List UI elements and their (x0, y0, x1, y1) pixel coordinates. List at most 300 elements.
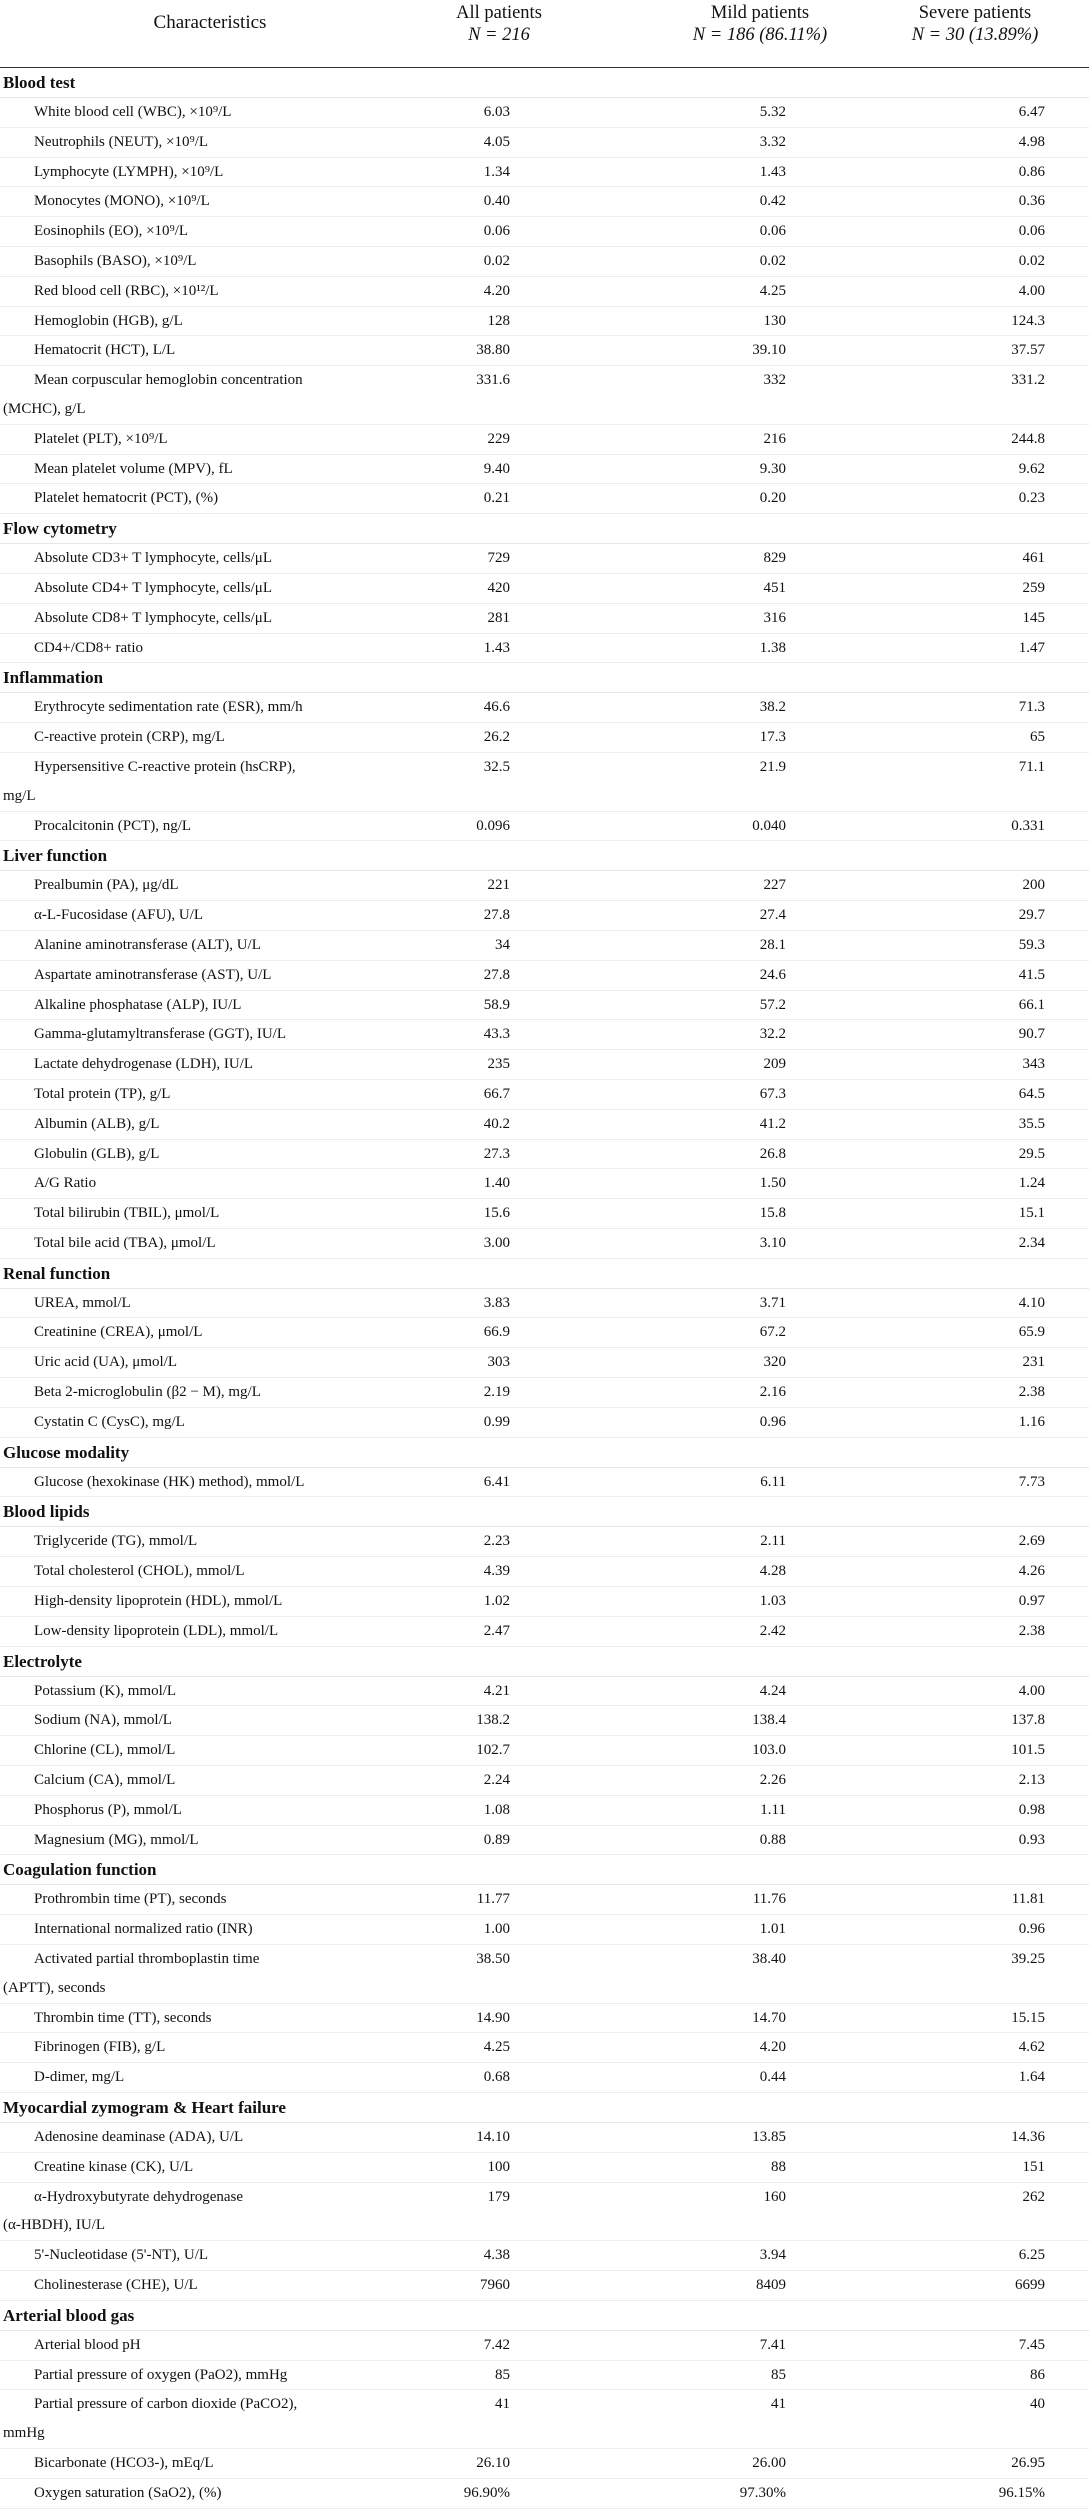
severe-patients-value: 35.5 (1018, 1115, 1045, 1132)
severe-patients-value: 66.1 (1018, 996, 1045, 1013)
row-label: A/G Ratio (34, 1175, 97, 1192)
severe-patients-value: 331.2 (1011, 372, 1045, 389)
all-patients-value: 0.89 (483, 1831, 510, 1848)
header-all-title: All patients (456, 3, 542, 23)
all-patients-value: 235 (487, 1056, 510, 1073)
mild-patients-value: 4.24 (759, 1682, 786, 1699)
mild-patients-value: 1.43 (759, 163, 786, 180)
mild-patients-value: 227 (763, 877, 786, 894)
section-heading: Flow cytometry (0, 514, 1089, 544)
severe-patients-value: 0.96 (1018, 1921, 1045, 1938)
severe-patients-value: 7.45 (1018, 2336, 1045, 2353)
all-patients-value: 303 (487, 1354, 510, 1371)
table-row (0, 1140, 1089, 1170)
table-row (0, 544, 1089, 574)
row-label: Monocytes (MONO), ×10⁹/L (34, 193, 210, 210)
header-all-patients (369, 2, 629, 46)
row-label: D-dimer, mg/L (34, 2069, 125, 2086)
mild-patients-value: 67.2 (759, 1324, 786, 1341)
row-label: Cystatin C (CysC), mg/L (34, 1413, 185, 1430)
mild-patients-value: 216 (763, 430, 786, 447)
all-patients-value: 85 (495, 2366, 510, 2383)
table-row (0, 2479, 1089, 2509)
severe-patients-value: 39.25 (1011, 1951, 1045, 1968)
severe-patients-value: 2.69 (1018, 1533, 1045, 1550)
all-patients-value: 1.34 (483, 163, 510, 180)
row-label: Hematocrit (HCT), L/L (34, 342, 176, 359)
row-label: Red blood cell (RBC), ×10¹²/L (34, 282, 219, 299)
mild-patients-value: 0.42 (759, 193, 786, 210)
severe-patients-value: 29.5 (1018, 1145, 1045, 1162)
all-patients-value: 27.3 (483, 1145, 510, 1162)
row-label: Bicarbonate (HCO3-), mEq/L (34, 2454, 214, 2471)
table-row (0, 187, 1089, 217)
row-label: Uric acid (UA), μmol/L (34, 1354, 177, 1371)
all-patients-value: 281 (487, 609, 510, 626)
row-label: Triglyceride (TG), mmol/L (34, 1533, 198, 1550)
all-patients-value: 3.00 (483, 1234, 510, 1251)
row-label: International normalized ratio (INR) (34, 1921, 253, 1938)
mild-patients-value: 41.2 (759, 1115, 786, 1132)
severe-patients-value: 2.13 (1018, 1772, 1045, 1789)
mild-patients-value: 7.41 (759, 2336, 786, 2353)
mild-patients-value: 15.8 (759, 1205, 786, 1222)
severe-patients-value: 2.38 (1018, 1384, 1045, 1401)
severe-patients-value: 200 (1022, 877, 1045, 894)
severe-patients-value: 1.16 (1018, 1413, 1045, 1430)
header-all-n: N = 216 (468, 25, 530, 45)
row-label: CD4+/CD8+ ratio (34, 639, 143, 656)
mild-patients-value: 1.50 (759, 1175, 786, 1192)
section-heading: Electrolyte (0, 1647, 1089, 1677)
row-label: Platelet hematocrit (PCT), (%) (34, 490, 219, 507)
severe-patients-value: 86 (1030, 2366, 1045, 2383)
table-row (0, 1318, 1089, 1348)
severe-patients-value: 2.38 (1018, 1622, 1045, 1639)
table-row (0, 98, 1089, 128)
table-row (0, 2123, 1089, 2153)
all-patients-value: 58.9 (483, 996, 510, 1013)
mild-patients-value: 4.25 (759, 282, 786, 299)
row-label: Absolute CD4+ T lymphocyte, cells/μL (34, 579, 273, 596)
mild-patients-value: 38.2 (759, 699, 786, 716)
all-patients-value: 0.096 (476, 817, 510, 834)
row-label: Procalcitonin (PCT), ng/L (34, 817, 192, 834)
mild-patients-value: 26.00 (752, 2454, 786, 2471)
section-heading: Liver function (0, 841, 1089, 871)
all-patients-value: 221 (487, 877, 510, 894)
mild-patients-value: 103.0 (752, 1742, 786, 1759)
row-label: Thrombin time (TT), seconds (34, 2009, 212, 2026)
severe-patients-value: 4.10 (1018, 1294, 1045, 1311)
section-heading: Blood test (0, 68, 1089, 98)
table-row (0, 2449, 1089, 2479)
mild-patients-value: 57.2 (759, 996, 786, 1013)
severe-patients-value: 4.98 (1018, 133, 1045, 150)
all-patients-value: 43.3 (483, 1026, 510, 1043)
mild-patients-value: 0.88 (759, 1831, 786, 1848)
row-label: Chlorine (CL), mmol/L (34, 1742, 176, 1759)
row-label: α-L-Fucosidase (AFU), U/L (34, 907, 204, 924)
severe-patients-value: 0.06 (1018, 223, 1045, 240)
table-row (0, 693, 1089, 723)
mild-patients-value: 2.16 (759, 1384, 786, 1401)
mild-patients-value: 138.4 (752, 1712, 786, 1729)
mild-patients-value: 8409 (756, 2277, 786, 2293)
all-patients-value: 4.38 (483, 2247, 510, 2264)
row-label: Partial pressure of oxygen (PaO2), mmHg (34, 2366, 288, 2383)
mild-patients-value: 0.06 (759, 223, 786, 240)
all-patients-value: 6.03 (483, 104, 510, 120)
table-row (0, 1229, 1089, 1259)
mild-patients-value: 24.6 (759, 966, 786, 983)
header-characteristics: Characteristics (153, 12, 267, 33)
mild-patients-value: 88 (771, 2158, 786, 2175)
table-row (0, 484, 1089, 514)
mild-patients-value: 2.11 (760, 1533, 786, 1550)
all-patients-value: 0.68 (483, 2069, 510, 2086)
table-row (0, 991, 1089, 1021)
table-row (0, 2004, 1089, 2034)
mild-patients-value: 2.26 (759, 1772, 786, 1789)
table-row (0, 871, 1089, 901)
severe-patients-value: 0.23 (1018, 490, 1045, 507)
section-heading: Renal function (0, 1259, 1089, 1289)
header-mild-patients (630, 2, 890, 46)
row-label: Platelet (PLT), ×10⁹/L (34, 430, 168, 447)
table-row (0, 1587, 1089, 1617)
all-patients-value: 0.21 (483, 490, 510, 507)
row-label: High-density lipoprotein (HDL), mmol/L (34, 1593, 283, 1610)
all-patients-value: 0.99 (483, 1413, 510, 1430)
row-label-line1: Activated partial thromboplastin time (34, 1951, 260, 1968)
row-label: Hemoglobin (HGB), g/L (34, 312, 183, 329)
table-row (0, 2331, 1089, 2361)
mild-patients-value: 9.30 (759, 460, 786, 477)
mild-patients-value: 3.71 (759, 1294, 786, 1311)
row-label-line2: (α-HBDH), IU/L (3, 2217, 106, 2234)
all-patients-value: 4.05 (483, 133, 510, 150)
row-label: Prothrombin time (PT), seconds (34, 1891, 227, 1908)
mild-patients-value: 3.94 (759, 2247, 786, 2264)
all-patients-value: 4.21 (483, 1682, 510, 1699)
row-label: UREA, mmol/L (34, 1294, 131, 1311)
severe-patients-value: 262 (1022, 2188, 1045, 2205)
all-patients-value: 9.40 (483, 460, 510, 477)
severe-patients-value: 90.7 (1018, 1026, 1045, 1043)
row-label: Mean platelet volume (MPV), fL (34, 460, 233, 477)
all-patients-value: 1.43 (483, 639, 510, 656)
severe-patients-value: 151 (1022, 2158, 1045, 2175)
row-label-line1: α-Hydroxybutyrate dehydrogenase (34, 2188, 244, 2205)
row-label (3, 2390, 374, 2448)
all-patients-value: 4.20 (483, 282, 510, 299)
table-header (0, 0, 1089, 68)
header-severe-n: N = 30 (13.89%) (911, 25, 1039, 45)
mild-patients-value: 11.76 (752, 1891, 786, 1908)
table-row (0, 455, 1089, 485)
row-label: Creatinine (CREA), μmol/L (34, 1324, 203, 1341)
row-label-line1: Mean corpuscular hemoglobin concentration (34, 372, 303, 389)
section-heading: Glucose modality (0, 1438, 1089, 1468)
all-patients-value: 38.80 (476, 342, 510, 359)
row-label: Prealbumin (PA), μg/dL (34, 877, 179, 894)
table-row (0, 1199, 1089, 1229)
row-label (3, 1945, 374, 2003)
table-row (0, 307, 1089, 337)
table-row (0, 1289, 1089, 1319)
all-patients-value: 14.10 (476, 2129, 510, 2146)
all-patients-value: 2.47 (483, 1622, 510, 1639)
table-row (0, 1617, 1089, 1647)
severe-patients-value: 0.02 (1018, 252, 1045, 269)
table-row (0, 1766, 1089, 1796)
mild-patients-value: 26.8 (759, 1145, 786, 1162)
mild-patients-value: 39.10 (752, 342, 786, 359)
all-patients-value: 2.19 (483, 1384, 510, 1401)
mild-patients-value: 0.02 (759, 252, 786, 269)
table-row (0, 604, 1089, 634)
row-label-line1: Partial pressure of carbon dioxide (PaCO2), (34, 2396, 298, 2413)
severe-patients-value: 6699 (1015, 2277, 1045, 2293)
all-patients-value: 2.23 (483, 1533, 510, 1550)
mild-patients-value: 85 (771, 2366, 786, 2383)
severe-patients-value: 0.86 (1018, 163, 1045, 180)
all-patients-value: 4.39 (483, 1563, 510, 1580)
severe-patients-value: 1.64 (1018, 2069, 1045, 2086)
all-patients-value: 3.83 (483, 1294, 510, 1311)
severe-patients-value: 65.9 (1018, 1324, 1045, 1341)
severe-patients-value: 0.36 (1018, 193, 1045, 210)
table-row (0, 366, 1089, 425)
severe-patients-value: 11.81 (1011, 1891, 1045, 1908)
table-row (0, 1020, 1089, 1050)
table-row (0, 901, 1089, 931)
all-patients-value: 38.50 (476, 1951, 510, 1968)
mild-patients-value: 38.40 (752, 1951, 786, 1968)
all-patients-value: 1.00 (483, 1921, 510, 1938)
table-row (0, 2390, 1089, 2449)
row-label: Absolute CD8+ T lymphocyte, cells/μL (34, 609, 273, 626)
row-label: Low-density lipoprotein (LDL), mmol/L (34, 1622, 279, 1639)
severe-patients-value: 1.47 (1018, 639, 1045, 656)
mild-patients-value: 160 (763, 2188, 786, 2205)
severe-patients-value: 1.24 (1018, 1175, 1045, 1192)
table-row (0, 1110, 1089, 1140)
mild-patients-value: 316 (763, 609, 786, 626)
severe-patients-value: 64.5 (1018, 1085, 1045, 1102)
severe-patients-value: 2.34 (1018, 1234, 1045, 1251)
table-row (0, 1080, 1089, 1110)
row-label: Neutrophils (NEUT), ×10⁹/L (34, 133, 209, 150)
severe-patients-value: 7.73 (1018, 1473, 1045, 1490)
mild-patients-value: 41 (771, 2396, 786, 2413)
all-patients-value: 15.6 (483, 1205, 510, 1222)
row-label: Phosphorus (P), mmol/L (34, 1801, 182, 1818)
mild-patients-value: 1.11 (760, 1801, 786, 1818)
row-label-line2: mg/L (3, 787, 36, 804)
severe-patients-value: 0.331 (1011, 817, 1045, 834)
severe-patients-value: 41.5 (1018, 966, 1045, 983)
table-row (0, 1169, 1089, 1199)
severe-patients-value: 59.3 (1018, 936, 1045, 953)
mild-patients-value: 4.28 (759, 1563, 786, 1580)
table-row (0, 2183, 1089, 2242)
row-label: Creatine kinase (CK), U/L (34, 2158, 194, 2175)
section-heading: Arterial blood gas (0, 2301, 1089, 2331)
all-patients-value: 41 (495, 2396, 510, 2413)
table-row (0, 1706, 1089, 1736)
mild-patients-value: 4.20 (759, 2039, 786, 2056)
row-label: Erythrocyte sedimentation rate (ESR), mm/h (34, 699, 303, 716)
all-patients-value: 128 (487, 312, 510, 329)
row-label: Globulin (GLB), g/L (34, 1145, 160, 1162)
row-label: C-reactive protein (CRP), mg/L (34, 729, 225, 746)
row-label: Alanine aminotransferase (ALT), U/L (34, 936, 261, 953)
all-patients-value: 66.7 (483, 1085, 510, 1102)
mild-patients-value: 0.96 (759, 1413, 786, 1430)
mild-patients-value: 32.2 (759, 1026, 786, 1043)
all-patients-value: 729 (487, 550, 510, 567)
row-label: Glucose (hexokinase (HK) method), mmol/L (34, 1473, 305, 1490)
all-patients-value: 0.02 (483, 252, 510, 269)
mild-patients-value: 28.1 (759, 936, 786, 953)
severe-patients-value: 259 (1022, 579, 1045, 596)
table-row (0, 1468, 1089, 1498)
severe-patients-value: 343 (1022, 1056, 1045, 1073)
severe-patients-value: 26.95 (1011, 2454, 1045, 2471)
table-row (0, 1945, 1089, 2004)
severe-patients-value: 14.36 (1011, 2129, 1045, 2146)
row-label: Total protein (TP), g/L (34, 1085, 171, 1102)
row-label: Adenosine deaminase (ADA), U/L (34, 2129, 244, 2146)
table-row (0, 723, 1089, 753)
severe-patients-value: 231 (1022, 1354, 1045, 1371)
row-label: Potassium (K), mmol/L (34, 1682, 177, 1699)
mild-patients-value: 2.42 (759, 1622, 786, 1639)
mild-patients-value: 6.11 (760, 1473, 786, 1490)
mild-patients-value: 209 (763, 1056, 786, 1073)
severe-patients-value: 124.3 (1011, 312, 1045, 329)
mild-patients-value: 829 (763, 550, 786, 567)
table-row (0, 961, 1089, 991)
severe-patients-value: 0.93 (1018, 1831, 1045, 1848)
row-label: Lymphocyte (LYMPH), ×10⁹/L (34, 163, 224, 180)
row-label: Eosinophils (EO), ×10⁹/L (34, 223, 189, 240)
mild-patients-value: 13.85 (752, 2129, 786, 2146)
row-label: Total cholesterol (CHOL), mmol/L (34, 1563, 245, 1580)
severe-patients-value: 37.57 (1011, 342, 1045, 359)
table-row (0, 1736, 1089, 1766)
all-patients-value: 27.8 (483, 907, 510, 924)
row-label: Fibrinogen (FIB), g/L (34, 2039, 166, 2056)
row-label (3, 753, 374, 811)
mild-patients-value: 130 (763, 312, 786, 329)
all-patients-value: 2.24 (483, 1772, 510, 1789)
mild-patients-value: 67.3 (759, 1085, 786, 1102)
table-row (0, 2153, 1089, 2183)
all-patients-value: 32.5 (483, 758, 510, 775)
severe-patients-value: 4.00 (1018, 282, 1045, 299)
all-patients-value: 26.2 (483, 729, 510, 746)
mild-patients-value: 1.38 (759, 639, 786, 656)
row-label: Alkaline phosphatase (ALP), IU/L (34, 996, 242, 1013)
all-patients-value: 14.90 (476, 2009, 510, 2026)
mild-patients-value: 0.20 (759, 490, 786, 507)
all-patients-value: 102.7 (476, 1742, 510, 1759)
table-row (0, 2361, 1089, 2391)
row-label: Gamma-glutamyltransferase (GGT), IU/L (34, 1026, 286, 1043)
table-row (0, 1408, 1089, 1438)
all-patients-value: 1.08 (483, 1801, 510, 1818)
all-patients-value: 179 (487, 2188, 510, 2205)
row-label-line2: (APTT), seconds (3, 1979, 106, 1996)
row-label: Arterial blood pH (34, 2336, 141, 2353)
mild-patients-value: 451 (763, 579, 786, 596)
mild-patients-value: 3.10 (759, 1234, 786, 1251)
all-patients-value: 40.2 (483, 1115, 510, 1132)
mild-patients-value: 14.70 (752, 2009, 786, 2026)
row-label: Beta 2-microglobulin (β2 − M), mg/L (34, 1384, 261, 1401)
row-label (3, 366, 374, 424)
row-label-line1: Hypersensitive C-reactive protein (hsCRP), (34, 758, 296, 775)
mild-patients-value: 21.9 (759, 758, 786, 775)
table-row (0, 574, 1089, 604)
table-body (0, 68, 1089, 2509)
severe-patients-value: 65 (1030, 729, 1045, 746)
row-label: Aspartate aminotransferase (AST), U/L (34, 966, 272, 983)
table-row (0, 1348, 1089, 1378)
table-row (0, 2063, 1089, 2093)
severe-patients-value: 461 (1022, 550, 1045, 567)
table-row (0, 1378, 1089, 1408)
all-patients-value: 11.77 (476, 1891, 510, 1908)
severe-patients-value: 15.1 (1018, 1205, 1045, 1222)
row-label-line2: (MCHC), g/L (3, 400, 86, 417)
all-patients-value: 420 (487, 579, 510, 596)
all-patients-value: 4.25 (483, 2039, 510, 2056)
section-heading: Blood lipids (0, 1497, 1089, 1527)
row-label: Albumin (ALB), g/L (34, 1115, 160, 1132)
table-row (0, 2271, 1089, 2301)
section-heading: Inflammation (0, 663, 1089, 693)
section-heading: Myocardial zymogram & Heart failure (0, 2093, 1089, 2123)
severe-patients-value: 29.7 (1018, 907, 1045, 924)
all-patients-value: 96.90% (463, 2484, 510, 2501)
row-label: Calcium (CA), mmol/L (34, 1772, 176, 1789)
all-patients-value: 0.06 (483, 223, 510, 240)
row-label: Sodium (NA), mmol/L (34, 1712, 172, 1729)
table-row (0, 1796, 1089, 1826)
row-label: 5'-Nucleotidase (5'-NT), U/L (34, 2247, 209, 2264)
mild-patients-value: 1.01 (759, 1921, 786, 1938)
mild-patients-value: 17.3 (759, 729, 786, 746)
table-row (0, 634, 1089, 664)
table-row (0, 1915, 1089, 1945)
mild-patients-value: 1.03 (759, 1593, 786, 1610)
row-label: Magnesium (MG), mmol/L (34, 1831, 199, 1848)
row-label: White blood cell (WBC), ×10⁹/L (34, 104, 232, 120)
mild-patients-value: 27.4 (759, 907, 786, 924)
table-row (0, 247, 1089, 277)
severe-patients-value: 0.98 (1018, 1801, 1045, 1818)
section-heading: Coagulation function (0, 1855, 1089, 1885)
table-row (0, 425, 1089, 455)
severe-patients-value: 9.62 (1018, 460, 1045, 477)
all-patients-value: 1.40 (483, 1175, 510, 1192)
table-row (0, 2241, 1089, 2271)
table-row (0, 1885, 1089, 1915)
